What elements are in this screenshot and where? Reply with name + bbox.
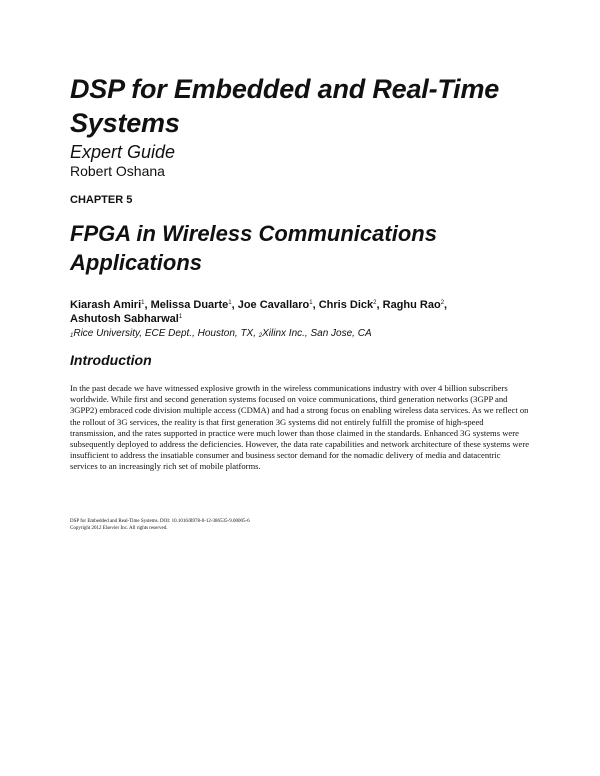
- author-name: Kiarash Amiri: [70, 299, 142, 311]
- section-heading: Introduction: [70, 352, 152, 368]
- author-separator: ,: [312, 299, 319, 311]
- affiliation-line: [70, 327, 540, 340]
- author-name: Ashutosh Sabharwal: [70, 313, 179, 325]
- footer-copyright: Copyright 2012 Elsevier Inc. All rights reserved.: [70, 525, 168, 531]
- affiliation-mark: 1: [178, 314, 183, 320]
- author-name: Melissa Duarte: [150, 299, 229, 311]
- affiliation-text: Xilinx Inc., San Jose, CA: [262, 328, 372, 339]
- footer-citation: DSP for Embedded and Real-Time Systems. DOI: 10.1016/B978-0-12-386535-9.00005-6: [70, 519, 250, 524]
- author-separator: ,: [376, 299, 383, 311]
- author-separator: ,: [444, 299, 448, 311]
- affiliation-text: Rice University, ECE Dept., Houston, TX,: [73, 328, 259, 339]
- chapter-label: CHAPTER 5: [70, 194, 133, 206]
- author-separator: ,: [231, 299, 238, 311]
- affiliation-mark: 1: [228, 300, 232, 306]
- chapter-title: FPGA in Wireless Communications Applications: [70, 221, 437, 275]
- book-subtitle: Expert Guide: [70, 142, 176, 162]
- author-name: Chris Dick: [318, 299, 374, 311]
- page-footer: [70, 519, 530, 532]
- affiliation-mark: 2: [258, 333, 263, 339]
- affiliation-mark: 2: [373, 300, 377, 306]
- affiliation-mark: 2: [440, 300, 445, 306]
- author-list: [70, 298, 540, 326]
- book-author: Robert Oshana: [70, 163, 165, 179]
- book-title: DSP for Embedded and Real-Time Systems: [70, 74, 500, 138]
- affiliation-mark: 1: [70, 333, 74, 339]
- author-name: Raghu Rao: [382, 299, 441, 311]
- body-paragraph: In the past decade we have witnessed explosive growth in the wireless communications industry with over 4 billion subscribers worldwide. While first and second generation systems focused on voice communications, third generation networks (3GPP and 3GPP2) embraced code division multiple access (CDMA) and had a strong focus on enabling wireless data services. As we reflect on the rollout of 3G services, the reality is that first generation 3G systems did not entirely fulfill the promise of high-speed transmission, and the rates supported in practice were much lower than those claimed in the standards. Enhanced 3G systems were subsequently deployed to address the deficiencies. However, the data rate capabilities and network architecture of these systems were insufficient to address the insatiable consumer and business sector demand for the nomadic delivery of media and datacentric services to an increasingly rich set of mobile platforms.: [70, 383, 530, 472]
- affiliation-mark: 1: [309, 300, 313, 306]
- author-separator: ,: [144, 299, 151, 311]
- author-name: Joe Cavallaro: [237, 299, 310, 311]
- affiliation-mark: 1: [141, 300, 145, 306]
